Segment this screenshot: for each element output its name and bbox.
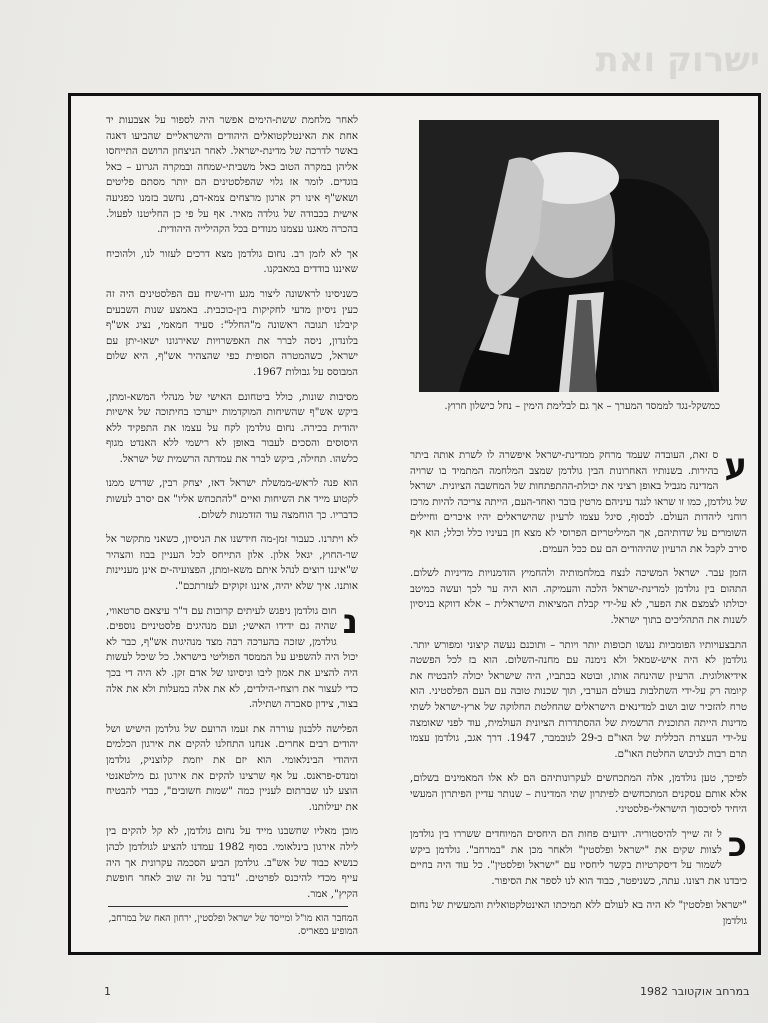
dropcap: ע [724,448,747,486]
paragraph: "ישראל ופלסטין" לא היה בא לעולם ללא תמיכתו האינטלקטואלית והמעשית של נחום גולדמן [410,900,747,928]
photo-portrait-icon [419,120,719,392]
paragraph: הזמן עבר. ישראל המשיכה לנצח במלחמותיה ולהחמיץ הזדמנויות מדיניות לשלום. התהום בין גולדמן למדינת-ישראל הלכה והעמיקה. הוא היה ער לכך ועשה כמיטב יכולתו לצמצם את הפער, לא על-ידי קבלת המציאות הישראלית – אלא דווקא בניסיון לשנות את התהליכים בתוך ישראל. [410,568,747,626]
paragraph-with-dropcap [106,601,358,713]
paragraph: הפלישה ללבנון עוררה את זעמו הרועם של גולדמן הישיש ושל יהודים רבים אחרים. אנחנו התחלנו להקים את אירגון הכלמים היהודי הבינלאומי. הוא יזם את יוזמת קלוצניק, גולדמן ומנדס-פראנס. על אף שרצינו להקים את אירגון גם מילטאנטי הוצע לנו שברתום לעניין כמה "שמות חשובים", כבדי להבטיח את יעילותנו. [106,723,358,813]
dropcap: נ [342,601,358,642]
paragraph: לאחר מלחמת ששת-הימים אפשר היה לספור על אצבעות יד אחת את האינטלקטואלים היהודים והישראליים שהביעו דאגה באשר לדרכה של מדינת-ישראל. לאחר הניצחון הרושם התייחסו אליהן במקרה הטוב כאל משביתי-שמחה ובמקרה הגרוע – כאל בוגדים. לומר אז גלוי שהפלסטינים הם יותר מסתם פליטים ושאש"ף אינו רק ארגון מרצחים צמא-דם, נחשב בזמנו כפגיעה אישית בכבודה של גולדה מאיר. אף על פי כן החליטנו לפעול. בהכרה מאגנו עצמנו מנודים בכל הקהילייה היהודית. [106,115,358,236]
article-column-left [106,113,358,913]
paragraph-with-dropcap [410,827,747,889]
author-footnote: המחבר הוא מו"ל ומייסד של ישראל ופלסטין, ירחון האח של במרחב, המופיע בפאריס. [108,913,358,937]
paragraph-text: חום גולדמן ניפגש לעיתים קרובות עם ד"ר עיצאם סרטאווי, שהיה גם ידידו האישי; ועם מנהיגים פלסטיניים נוספים. גולדמן, שזכה בהערכה רבה מצד מנהיגות אש"ף, כבר לא יכול היה להשפיע על הממסד הפוליטי בישראל. כל שיכל לעשות היה להציע את אמון ליבו וניסיונו של אדם זקן. לא היה די בכך כדי לעצור את רוצחי-הילדים, לא את אלה במעלות ולא את אלה בצור, צידון סאברה ושתילה. [106,605,358,711]
footnote-divider [108,906,348,907]
paragraph: כשניסינו לראשונה ליצור מגע ודו-שיח עם הפלסטינים היה זה כעין ניסיון מדעי לחקיקות בין-כוכבית. באמצע שנות השבעים קיבלנו תגובה ראשונה מ"החלל": סעיד חמאמי, נציג אש"ף בלונדון, ניסה לברר את האפשרויות שאירגונו ישאו-יתן עם ישראל, כשהמטרה הסופית כפי שהצהיר אש"ף, היא שלום המבוסס על גבולות 1967. [106,288,358,378]
page-number: 1 [104,985,111,998]
paragraph: התבצעויותיו הפומביות נעשו תכופות יותר ויותר – ותוכנם נעשה קיצוני ומפורש יותר. גולדמן לא היה איש-שמאל ולא נימנה עם מחנה-השלום. הוא בז לכל הפשטה אידיאולוגית. הרעיון שהינחה אותו, ובוטא בכתביו, היה שישראל יכולה להבטיח את קיומה רק על-ידי השתלבות בעולם הערבי, תוך שכנות טובה עם העם הפלסטיני. הוא טרח להזכיר שוב ושוב למדינאים הישראלים שהחלטת החלוקה של ארץ-ישראל לשתי מדינות הייתה התוכנית הרשמית של ההסתדרות הציונית העולמית, עוד לפני שאומצה על-ידי העצרת הכללית של האו"ם ב-29 לנובמבר, 1947. דרך אגב, גולדמן עצמו תרם רבות לגיבוש החלטת האו"ם. [410,639,747,760]
dropcap: כ [727,825,747,866]
portrait-photo [419,120,719,392]
paragraph: לא ויתרנו. כעבור זמן-מה חידשנו את הניסיון, כשאני מתקשר אל שר-החוץ, יגאל אלון. אלון התייחס לכל העניין בבוז והצהיר ש"איננו רוצים לנהל איתם משא-ומתן, הפצועיה-ים אינן מעניינות אותנו. איך שלא יהיה, איננו זקוקים לעזרתכם". [106,534,358,593]
paragraph-text: ס זאת, העובדה שעמד מרחק ממדינת-ישראל איפשרה לו לשרת אותה ביתר בהירות. בשנותיו האחרונות הבין גולדמן שמצב המלחמה המתמיד בו שרויה המדינה מגביל באופן רציני את יכולת-ההתפתחות של המחשבה הציונית. ישראל של גולדמן, כמו זו שראו לנגד עיניהם מרטין בובר ואחד-העם, הייתה צריכה להיות מרכז רוחני ליהדות העולם. לבסוף, סיגל עצמו לרעיון שהישראלים יהיו איכרים וחיילים השומרים על שדותיהם, אך המיליטריזם הפרוסי לא מצא חן בעיניו כלל וכלל; הוא אף סירב לקבל את הרעיון שהיהודים הם עם ככל העמים. [410,450,747,555]
paragraph: אך לא לזמן רב. נחום גולדמן מצא דרכים לעזור לנו, ולהוכיח שאיננו בודדים במאבקנו. [106,248,358,276]
paragraph: הוא פנה לראש-ממשלת ישראל דאז, יצחק רבין, שדרש ממנו לקטוע מייד את השיחות ואיים "להתכחש אליו" אם יסרב לעשות כדבריו. כך הוחמצה עוד הזדמנות לשלום. [106,478,358,521]
photo-caption: כמשקל-נגד לממסד המערך – אך גם לבלימת הימין – נחל כישלון חרוץ. [444,401,720,412]
paragraph: מסיבות שונות, כולל ביטחונם האישי של מנהלי המשא-ומתן, ביקש אש"ף שהשיחות המוקדמות ייערכו בחיתוכה של אישיות יהודית בכירה. נחום גולדמן לקח על עצמו את התפקיד ללא היסוסים והסכים לעבור באופן לא רישמי ללא האנדט מגוף כלשהו. תחילה, ביקש לברר את עמדתה הרשמית של ישראל. [106,391,358,465]
article-column-right [410,448,747,938]
paragraph: לפיכך, טען גולדמן, אלה המתכחשים לעקרונותיהם הם לא אלו המאמינים בשלום, אלא אותם עסקנים המתכחשים לפיתרון שתי המדינות – שנותר עדיין הפיתרון המעשי היחיד לסיכסוך הישראלי-פלסטיני. [410,773,747,816]
bleed-through-text: ישרוק ואת [595,40,760,80]
paragraph: מובן מאליו שחשבנו מייד על נחום גולדמן, לא קל להקים בין לילה אירגון בינלאומי. בסוף 1982 עמדנו להציע לגולדמן לכהן כנשיא כבוד של אש"ב. גולדמן הביע הסכמה עקרונית אך היה עייף מכדי להיכנס לפרטים. "נדבר על זה שוב לאחר חופשת הקיץ", אמר. [106,826,358,900]
publication-footer: במרחב אוקטובר 1982 [640,985,750,998]
paragraph-with-dropcap [410,448,747,557]
paragraph-text: ל זה שייך להיסטוריה. ידועים פחות הם היחסים המיוחדים ששררו בין גולדמן לצוות שקים את "ישראל ופלסטין" ולאחר מכן את "במרחב". גולדמן ביקש לשמור על דיסקרטיות בקשר ליחסיו עם "ישראל ופלסטין". כל עוד היה בחיים כיבדנו את רצונו. עתה, כשניפטר, כבוד הוא לנו לספר את הסיפור. [410,829,747,887]
